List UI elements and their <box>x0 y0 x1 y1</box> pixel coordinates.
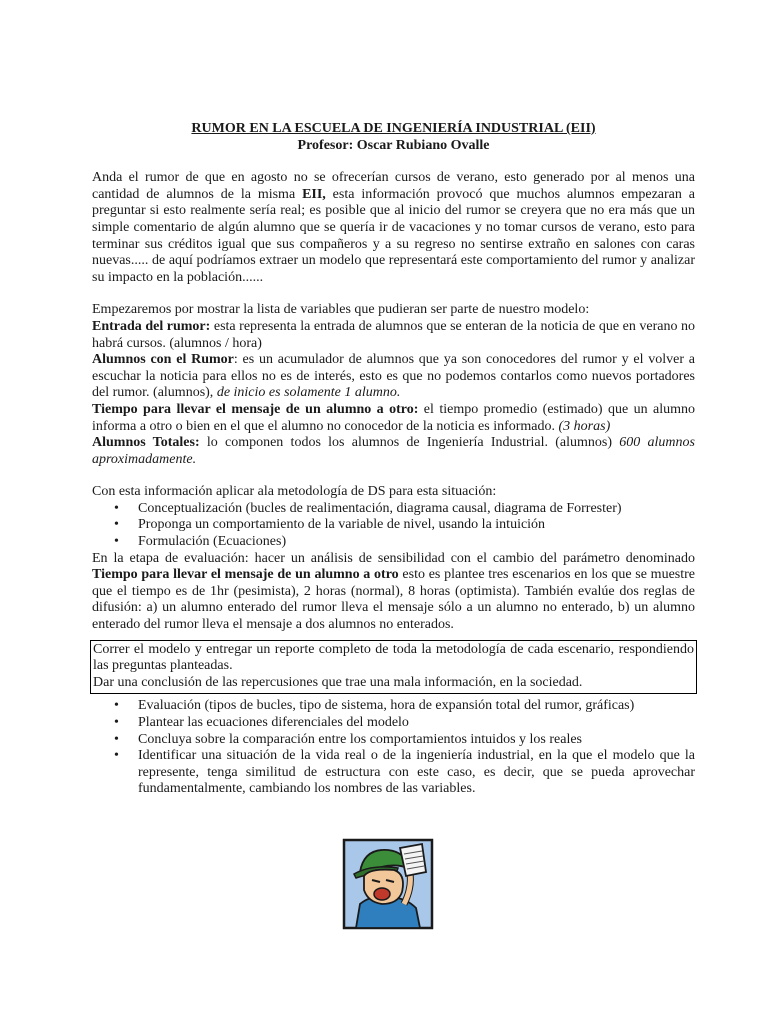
variable-tiempo <box>92 402 695 435</box>
bullet-icon: • <box>114 534 119 550</box>
list-item <box>92 715 695 732</box>
evaluation-text-2: esto es plantee tres escenarios en los que se muestre que el tiempo es de 1hr (pesimista), 2 horas (normal), 8 horas (optimista). También evalúe dos reglas de difusión: a) un alumno enterado del rumor lleva el mensaje sólo a un alumno no enterado, b) un alumno enterado del rumor lleva el mensaje a dos alumnos no enterados. <box>92 567 696 633</box>
variable-tiempo-text: el tiempo promedio (estimado) que un alumno informa a otro o bien en el que el alumno no conocedor de la noticia es informado. <box>92 401 695 434</box>
intro-text-2: esta información provocó que muchos alumnos empezaran a preguntar si esto realmente sería real; es posible que al inicio del rumor se creyera que no era más que un simple comentario de algún alumno que se quería ir de vacaciones y no tomar cursos de verano, esto para terminar sus créditos igual que sus compañeros y a su regreso no sentirse extraño en salones con caras nuevas..... de aquí podríamos extraer un modelo que representará este comportamiento del rumor y analizar su impacto en la población...... <box>92 186 695 285</box>
variable-entrada-label: Entrada del rumor: <box>92 318 211 334</box>
variables-intro: Empezaremos por mostrar la lista de variables que pudieran ser parte de nuestro modelo: <box>92 302 590 318</box>
variable-totales-note: 600 alumnos aproximadamente. <box>92 435 695 467</box>
list-item-text: Evaluación (tipos de bucles, tipo de sistema, hora de expansión total del rumor, gráficas) <box>138 698 635 714</box>
variable-alumnos-label: Alumnos con el Rumor <box>92 352 234 368</box>
variable-tiempo-label: Tiempo para llevar el mensaje de un alumno a otro: <box>92 401 419 417</box>
list-item <box>92 698 695 715</box>
evaluation-bold: Tiempo para llevar el mensaje de un alumno a otro <box>92 567 399 583</box>
variable-totales <box>92 435 695 468</box>
box-paragraph-2: Dar una conclusión de las repercusiones que trae una mala información, en la sociedad. <box>93 674 583 690</box>
bullet-icon: • <box>114 517 119 533</box>
evaluation-paragraph <box>92 551 695 634</box>
list-item-text: Plantear las ecuaciones diferenciales del modelo <box>138 715 409 730</box>
bullet-icon: • <box>114 500 119 516</box>
variable-tiempo-note: (3 horas) <box>558 418 611 434</box>
list-item-text: Formulación (Ecuaciones) <box>138 534 287 550</box>
method-list <box>92 501 695 551</box>
intro-text-1: Anda el rumor de que en agosto no se ofrecerían cursos de verano, esto generado por al menos una cantidad de alumnos de la misma <box>92 170 695 202</box>
list-item <box>92 732 695 749</box>
intro-bold: EII, <box>302 186 326 202</box>
list-item-text: Proponga un comportamiento de la variable de nivel, usando la intuición <box>138 517 546 533</box>
newsboy-cartoon-icon <box>342 838 434 930</box>
bullet-icon: • <box>114 748 119 764</box>
method-intro: Con esta información aplicar ala metodología de DS para esta situación: <box>92 484 497 500</box>
list-item-text: Conceptualización (bucles de realimentación, diagrama causal, diagrama de Forrester) <box>138 500 622 516</box>
bullet-icon: • <box>114 715 119 730</box>
list-item <box>92 517 695 534</box>
variable-alumnos <box>92 352 695 402</box>
variable-totales-label: Alumnos Totales: <box>92 435 200 451</box>
evaluation-list <box>92 698 695 798</box>
list-item-text: Identificar una situación de la vida real o de la ingeniería industrial, en la que el modelo que la represente, tenga similitud de estructura con este caso, es decir, que se pueda aprovechar fundamentalmente, cambiando los nombres de las variables. <box>138 748 695 797</box>
list-item-text: Concluya sobre la comparación entre los comportamientos intuidos y los reales <box>138 731 582 747</box>
list-item <box>92 748 695 798</box>
page-title: RUMOR EN LA ESCUELA DE INGENIERÍA INDUSTRIAL (EII) <box>191 121 596 136</box>
evaluation-text-1: En la etapa de evaluación: hacer un análisis de sensibilidad con el cambio del parámetro denominado <box>92 550 695 566</box>
list-item <box>92 501 695 518</box>
bullet-icon: • <box>114 731 119 747</box>
variable-alumnos-text: : es un acumulador de alumnos que ya son conocedores del rumor y el volver a escuchar la noticia para ellos no es de interés, esto es que no podemos contarlos como nuevos portadores del rumor. (alumnos), <box>92 352 695 401</box>
variable-totales-text: lo componen todos los alumnos de Ingeniería Industrial. (alumnos) <box>199 435 620 451</box>
variable-entrada <box>92 319 695 352</box>
list-item <box>92 534 695 551</box>
page-subtitle: Profesor: Oscar Rubiano Ovalle <box>297 137 490 153</box>
document-body <box>92 121 695 798</box>
box-paragraph-1: Correr el modelo y entregar un reporte completo de toda la metodología de cada escenario, respondiendo las preguntas planteadas. <box>93 641 694 674</box>
instructions-box <box>90 640 697 695</box>
intro-paragraph <box>92 170 695 286</box>
variable-alumnos-note: de inicio es solamente 1 alumno. <box>216 385 401 401</box>
bullet-icon: • <box>114 698 119 714</box>
variable-entrada-text: esta representa la entrada de alumnos que se enteran de la noticia de que en verano no habrá cursos. (alumnos / hora) <box>92 318 696 351</box>
